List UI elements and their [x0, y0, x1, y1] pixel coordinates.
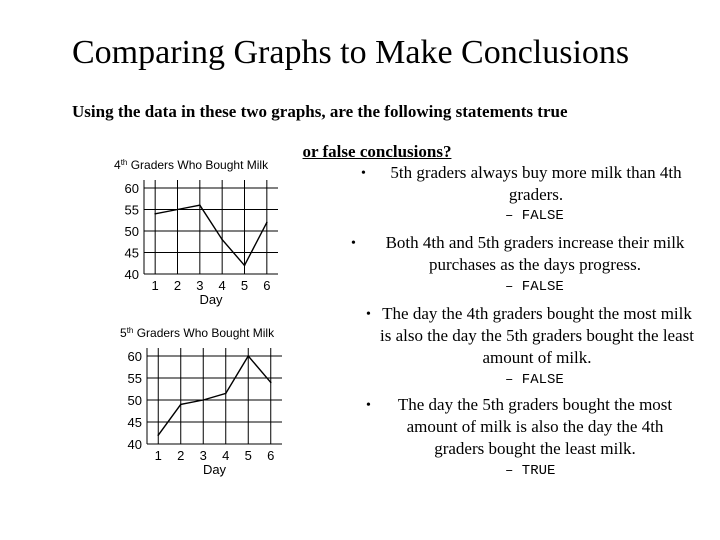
- bullet-dot: •: [351, 236, 356, 251]
- x-tick-label: 6: [263, 278, 271, 293]
- data-point: [244, 265, 246, 267]
- data-point: [247, 355, 249, 357]
- x-tick-label: 6: [267, 448, 275, 463]
- x-tick-label: 2: [177, 448, 185, 463]
- x-axis-label: Day: [199, 292, 223, 307]
- y-tick-label: 40: [124, 267, 139, 282]
- data-point: [177, 209, 179, 211]
- x-tick-label: 5: [240, 278, 249, 293]
- answer-4: – TRUE: [505, 463, 556, 479]
- answer-1: – FALSE: [505, 208, 564, 224]
- x-tick-label: 1: [151, 278, 159, 293]
- series-line: [158, 356, 271, 435]
- x-axis-label: Day: [202, 462, 227, 477]
- series-line: [155, 205, 267, 265]
- statement-2: Both 4th and 5th graders increase their milk purchases as the days progress.: [385, 233, 685, 274]
- chart-title: [114, 158, 269, 173]
- chart-title-superscript: th: [126, 325, 134, 335]
- slide-title: Comparing Graphs to Make Conclusions: [72, 34, 630, 71]
- y-tick-label: 45: [127, 415, 142, 430]
- y-tick-label: 40: [127, 437, 142, 452]
- data-point: [225, 393, 227, 395]
- answer-2: – FALSE: [505, 279, 564, 295]
- y-tick-label: 60: [127, 349, 142, 364]
- chart-title-number: 4: [114, 158, 121, 172]
- x-tick-label: 3: [199, 448, 207, 463]
- data-point: [199, 204, 201, 206]
- x-tick-label: 3: [196, 278, 204, 293]
- data-point: [202, 399, 204, 401]
- data-point: [270, 382, 272, 384]
- y-tick-label: 50: [124, 224, 139, 239]
- bullet-dot: •: [361, 166, 366, 181]
- chart-4th-graders: [110, 152, 290, 312]
- y-tick-label: 55: [127, 371, 142, 386]
- bullet-dot: •: [366, 398, 371, 413]
- chart-title-text: Graders Who Bought Milk: [133, 326, 275, 340]
- statement-1: 5th graders always buy more milk than 4th graders.: [390, 163, 682, 204]
- answer-3: – FALSE: [505, 372, 564, 388]
- data-point: [157, 434, 159, 436]
- data-point: [266, 222, 268, 224]
- intro-line-2: or false conclusions?: [302, 142, 452, 161]
- intro-line-1: Using the data in these two graphs, are the following statements true: [72, 102, 568, 121]
- statement-4: The day the 5th graders bought the most amount of milk is also the day the 4th graders bought the least milk.: [397, 395, 673, 458]
- data-point: [180, 404, 182, 406]
- chart-title-superscript: th: [120, 157, 128, 167]
- x-tick-label: 4: [218, 278, 226, 293]
- x-tick-label: 4: [222, 448, 230, 463]
- chart-5th-graders: [112, 320, 292, 485]
- x-tick-label: 5: [244, 448, 252, 463]
- chart-title-number: 5: [120, 326, 127, 340]
- chart-title: [120, 326, 275, 341]
- bullet-dot: •: [366, 307, 371, 322]
- data-point: [154, 213, 156, 215]
- y-tick-label: 50: [127, 393, 142, 408]
- chart-title-text: Graders Who Bought Milk: [127, 158, 269, 172]
- y-tick-label: 55: [124, 202, 139, 218]
- statement-3: The day the 4th graders bought the most milk is also the day the 5th graders bought the least amount of milk.: [380, 304, 694, 367]
- y-tick-label: 45: [124, 245, 139, 261]
- y-tick-label: 60: [124, 181, 139, 196]
- x-tick-label: 1: [154, 448, 162, 463]
- x-tick-label: 2: [173, 278, 182, 293]
- data-point: [221, 239, 223, 241]
